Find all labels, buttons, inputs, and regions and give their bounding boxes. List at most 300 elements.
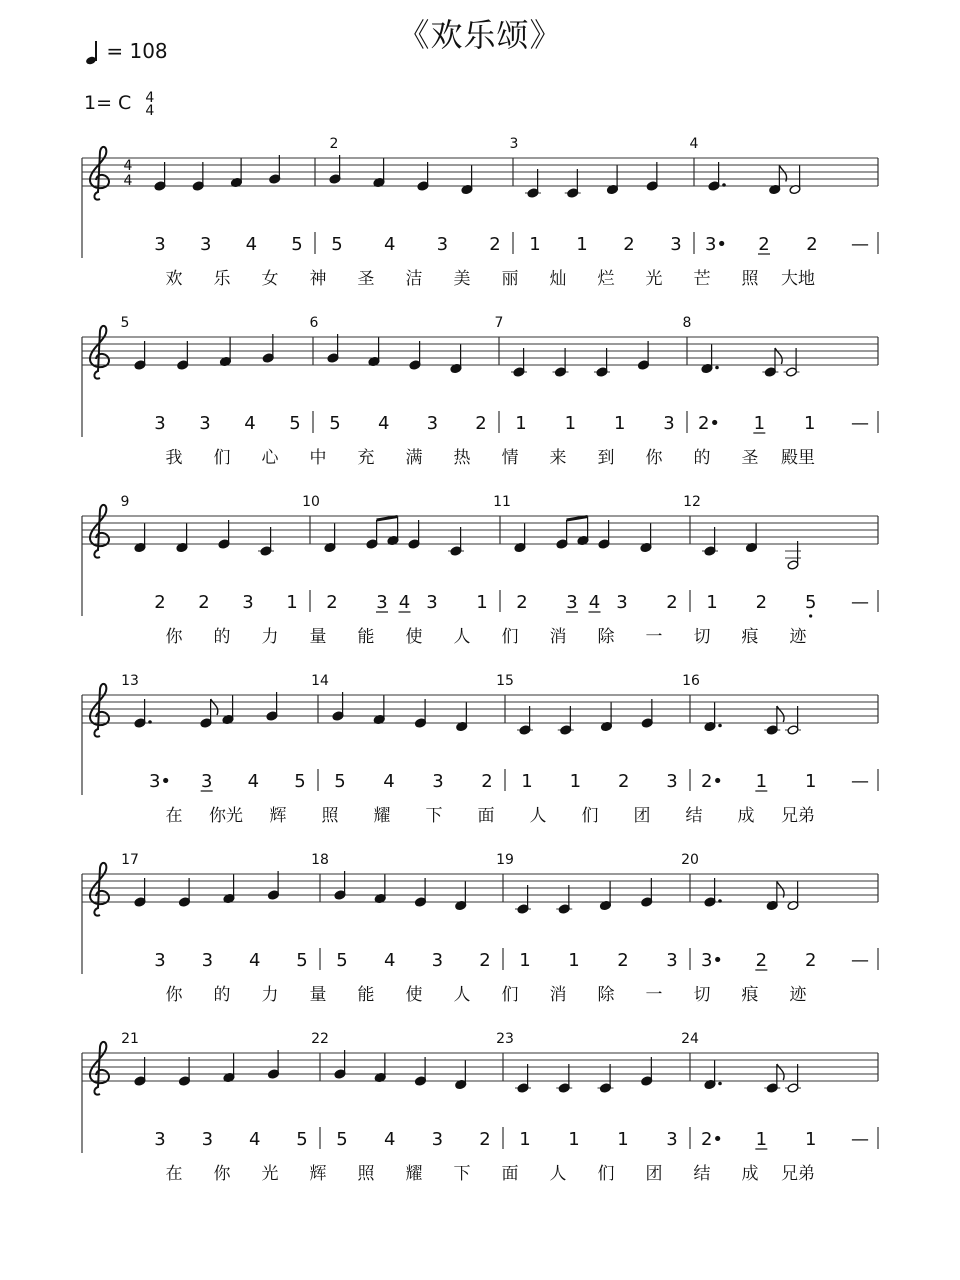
lyric-syllable: 使 [405, 627, 423, 647]
lyric-syllable: 人 [453, 985, 471, 1005]
jianpu-digit: 1 [755, 771, 768, 792]
jianpu-note [291, 234, 302, 255]
lyric-syllable: 团 [645, 1164, 663, 1184]
measure-number: 16 [682, 673, 700, 689]
note [258, 527, 274, 556]
jianpu-note [755, 1129, 767, 1150]
lyric-syllable: 量 [309, 627, 327, 647]
note [455, 882, 467, 911]
jianpu-note [249, 950, 260, 971]
note [192, 162, 204, 191]
lyric-syllable: 殿里 [781, 448, 815, 468]
flag [777, 1064, 784, 1080]
jianpu-digit: 3• [704, 234, 728, 255]
jianpu-note [701, 771, 723, 792]
note [134, 699, 152, 728]
lyric-syllable: 你 [165, 627, 183, 647]
lyric-syllable: 光 [645, 269, 663, 289]
jianpu-note [329, 413, 340, 434]
jianpu-note [334, 771, 345, 792]
jianpu-note [851, 413, 869, 434]
jianpu-note [616, 592, 627, 613]
dot [715, 366, 719, 370]
measure [121, 1031, 308, 1150]
jianpu-digit: 3 [201, 950, 214, 971]
jianpu-note [244, 413, 255, 434]
jianpu-digit: 1 [564, 413, 577, 434]
lyric-syllable: 的 [213, 627, 231, 647]
note [641, 878, 653, 907]
note [374, 875, 386, 904]
lyric-syllable: 充 [357, 448, 375, 468]
jianpu-digit: 1 [706, 592, 718, 613]
jianpu-note [758, 234, 770, 255]
note [594, 348, 610, 377]
note [417, 162, 429, 191]
jianpu-digit: 1 [804, 1129, 817, 1150]
note [704, 1061, 722, 1090]
measure-number: 22 [311, 1031, 329, 1047]
flag [777, 706, 784, 722]
lyric-syllable: 能 [357, 985, 375, 1005]
jianpu-note [521, 771, 532, 792]
jianpu-note [529, 234, 540, 255]
jianpu-note [286, 592, 297, 613]
lyric-syllable: 结 [685, 806, 703, 826]
lyric-syllable: 迹 [789, 627, 807, 647]
measure [683, 315, 869, 434]
dot [148, 720, 152, 724]
jianpu-note [154, 413, 165, 434]
measure [310, 315, 487, 434]
note [268, 871, 280, 900]
jianpu-digit: 1 [804, 771, 817, 792]
jianpu-note [249, 1129, 260, 1150]
note [787, 882, 799, 911]
lyric-syllable: 心 [261, 448, 279, 468]
measure [690, 136, 869, 255]
jianpu-note [851, 950, 869, 971]
lyric-syllable: 除 [597, 627, 615, 647]
jianpu-digit: 3 [200, 771, 213, 792]
note [266, 692, 278, 721]
treble-clef-icon [90, 326, 109, 379]
jianpu-digit: — [851, 592, 869, 613]
lyric-syllable: 兄弟 [781, 806, 815, 826]
lyric-syllable: 灿 [549, 269, 567, 289]
jianpu-note [701, 1129, 723, 1150]
jianpu-note [519, 950, 530, 971]
note [373, 159, 385, 188]
jianpu-note [248, 771, 259, 792]
jianpu-digit: 4 [383, 950, 396, 971]
jianpu-note [701, 950, 723, 971]
treble-clef-icon [90, 505, 109, 558]
jianpu-note [432, 771, 443, 792]
lyric-syllable: 欢 [165, 269, 183, 289]
lyric-syllable: 下 [453, 1164, 471, 1184]
jianpu-digit: 4 [398, 592, 411, 613]
jianpu-note [568, 1129, 579, 1150]
note [456, 703, 468, 732]
jianpu-note [296, 950, 307, 971]
lyric-syllable: 你 [165, 985, 183, 1005]
jianpu-digit: 2 [479, 1129, 491, 1150]
measure [121, 494, 298, 613]
jianpu-note [383, 771, 394, 792]
lyric-syllable: 圣 [357, 269, 375, 289]
note [324, 524, 336, 553]
jianpu-digit: — [851, 234, 869, 255]
note [177, 341, 189, 370]
measure [121, 315, 301, 434]
lyric-syllable: 你 [645, 448, 663, 468]
low-octave-dot [809, 614, 812, 617]
note [511, 348, 527, 377]
jianpu-note [805, 1129, 816, 1150]
measure [154, 155, 303, 255]
note [415, 878, 427, 907]
lyric-syllable: 情 [501, 448, 519, 468]
staff-row [82, 673, 878, 826]
note [408, 520, 420, 549]
jianpu-note [200, 234, 211, 255]
jianpu-digit: 1 [521, 771, 533, 792]
jianpu-note [437, 234, 448, 255]
jianpu-digit: 2 [758, 234, 770, 255]
jianpu-note [851, 771, 869, 792]
note [387, 517, 399, 546]
measure-number: 11 [493, 494, 511, 510]
jianpu-note [851, 1129, 869, 1150]
jianpu-note [566, 592, 578, 613]
note [553, 348, 569, 377]
note [517, 706, 533, 735]
note [708, 162, 726, 191]
jianpu-note [427, 413, 438, 434]
lyric-syllable: 芒 [693, 269, 711, 289]
note [222, 696, 234, 725]
lyric-syllable: 洁 [405, 269, 423, 289]
time-signature-top: 4 [123, 158, 133, 174]
measure-number: 4 [689, 136, 699, 152]
lyric-syllable: 丽 [501, 269, 519, 289]
jianpu-note [289, 413, 300, 434]
note [368, 338, 380, 367]
lyric-syllable: 的 [213, 985, 231, 1005]
jianpu-digit: 5 [331, 234, 343, 255]
jianpu-note [755, 950, 767, 971]
lyric-syllable: 面 [501, 1164, 519, 1184]
jianpu-digit: 3 [431, 950, 444, 971]
jianpu-digit: 3 [199, 413, 211, 434]
jianpu-digit: 2• [700, 1129, 724, 1150]
treble-clef-icon [90, 684, 109, 737]
note [577, 517, 589, 546]
measure-number: 23 [496, 1031, 514, 1047]
note [231, 159, 243, 188]
jianpu-note [202, 950, 213, 971]
measure [121, 673, 306, 792]
lyric-syllable: 在 [165, 1164, 183, 1184]
note [704, 703, 722, 732]
jianpu-digit: 3 [154, 234, 166, 255]
jianpu-digit: — [851, 771, 869, 792]
key-time-bottom: 4 [145, 103, 155, 119]
jianpu-digit: 3 [666, 771, 678, 792]
jianpu-digit: 2 [806, 234, 818, 255]
jianpu-note [519, 1129, 530, 1150]
note [366, 520, 378, 549]
jianpu-note [570, 771, 581, 792]
jianpu-note [201, 771, 213, 792]
jianpu-note [199, 413, 210, 434]
measure-number: 18 [311, 852, 329, 868]
treble-clef-icon [90, 147, 109, 200]
jianpu-note [753, 413, 765, 434]
jianpu-digit: 1 [569, 771, 582, 792]
note [789, 166, 801, 195]
lyric-syllable: 力 [261, 627, 279, 647]
lyric-syllable: 切 [693, 627, 711, 647]
note [515, 885, 531, 914]
measure-number: 12 [683, 494, 701, 510]
flag [775, 348, 782, 364]
jianpu-digit: 5 [291, 234, 303, 255]
note [702, 527, 718, 556]
note [332, 692, 344, 721]
note [134, 524, 146, 553]
note [514, 524, 526, 553]
dot [722, 183, 726, 187]
note [515, 1064, 531, 1093]
jianpu-note [399, 592, 411, 613]
note [646, 162, 658, 191]
jianpu-digit: 2 [755, 592, 768, 613]
note [598, 520, 610, 549]
lyric-syllable: 女 [261, 269, 279, 289]
jianpu-digit: 5 [289, 413, 301, 434]
jianpu-digit: 2 [489, 234, 501, 255]
lyric-syllable: 成 [737, 806, 755, 826]
jianpu-note [432, 950, 443, 971]
lyric-syllable: 能 [357, 627, 375, 647]
lyric-syllable: 一 [645, 985, 663, 1005]
note [415, 699, 427, 728]
jianpu-digit: 4 [383, 1129, 396, 1150]
jianpu-note [481, 771, 492, 792]
jianpu-note [479, 1129, 490, 1150]
jianpu-note [666, 771, 677, 792]
jianpu-digit: 5 [804, 592, 817, 613]
lyric-syllable: 美 [453, 269, 471, 289]
score-title: 《欢乐颂》 [397, 16, 563, 54]
measure-number: 20 [681, 852, 699, 868]
lyric-syllable: 们 [213, 448, 231, 468]
jianpu-digit: 2 [617, 771, 630, 792]
dot [718, 1082, 722, 1086]
jianpu-digit: 4 [244, 413, 256, 434]
jianpu-note [479, 950, 490, 971]
jianpu-digit: 3 [154, 1129, 166, 1150]
note [600, 882, 612, 911]
jianpu-digit: 4 [248, 1129, 261, 1150]
note [134, 1057, 146, 1086]
note [329, 155, 341, 184]
jianpu-digit: 1 [568, 950, 580, 971]
measure-number: 9 [120, 494, 130, 510]
jianpu-note [154, 592, 165, 613]
jianpu-digit: 1 [476, 592, 488, 613]
jianpu-digit: 3 [616, 592, 628, 613]
jianpu-digit: 1 [519, 950, 531, 971]
measure [493, 494, 678, 613]
note [269, 155, 281, 184]
jianpu-note [806, 234, 817, 255]
jianpu-digit: 2 [617, 950, 629, 971]
lyric-syllable: 在 [165, 806, 183, 826]
lyric-syllable: 光 [261, 1164, 279, 1184]
jianpu-digit: 2 [623, 234, 635, 255]
measure-number: 17 [121, 852, 139, 868]
jianpu-digit: 2 [666, 592, 678, 613]
jianpu-note [326, 592, 337, 613]
jianpu-digit: 3 [432, 771, 444, 792]
jianpu-digit: 4 [588, 592, 601, 613]
jianpu-note [805, 771, 816, 792]
measure-number: 5 [120, 315, 130, 331]
note [556, 885, 572, 914]
jianpu-digit: 1 [803, 413, 816, 434]
measure [329, 136, 501, 255]
jianpu-note [384, 1129, 395, 1150]
jianpu-note [376, 592, 388, 613]
jianpu-note [378, 413, 389, 434]
measure-number: 21 [121, 1031, 139, 1047]
jianpu-note [296, 1129, 307, 1150]
lyric-syllable: 团 [633, 806, 651, 826]
jianpu-digit: 4 [245, 234, 258, 255]
note [641, 699, 653, 728]
lyric-syllable: 人 [549, 1164, 567, 1184]
dot [718, 724, 722, 728]
jianpu-digit: 2 [804, 950, 817, 971]
measure-number: 6 [309, 315, 319, 331]
jianpu-digit: 3 [376, 592, 388, 613]
measure-number: 3 [509, 136, 519, 152]
jianpu-digit: 5 [296, 950, 308, 971]
measure-number: 10 [302, 494, 320, 510]
lyric-syllable: 照 [741, 269, 759, 289]
measure [682, 673, 869, 792]
treble-clef-icon [90, 863, 109, 916]
jianpu-digit: 2• [700, 771, 724, 792]
jianpu-digit: 2 [516, 592, 528, 613]
jianpu-note [198, 592, 209, 613]
jianpu-digit: 2 [479, 950, 491, 971]
jianpu-note [805, 592, 816, 618]
note [640, 524, 652, 553]
jianpu-digit: 3 [663, 413, 675, 434]
note [374, 1054, 386, 1083]
jianpu-digit: 3 [426, 592, 438, 613]
lyric-syllable: 我 [165, 448, 183, 468]
lyric-syllable: 烂 [597, 269, 615, 289]
note [334, 1050, 346, 1079]
staff-row [82, 315, 878, 468]
measure-number: 13 [121, 673, 139, 689]
jianpu-note [576, 234, 587, 255]
note [268, 1050, 280, 1079]
jianpu-note [246, 234, 257, 255]
lyric-syllable: 耀 [373, 806, 391, 826]
note [450, 345, 462, 374]
jianpu-note [851, 234, 869, 255]
note [704, 878, 722, 907]
lyric-syllable: 一 [645, 627, 663, 647]
jianpu-digit: 5 [296, 1129, 308, 1150]
lyric-syllable: 你 [213, 1164, 231, 1184]
jianpu-note [805, 950, 816, 971]
staff-row [82, 1031, 878, 1184]
jianpu-digit: 2 [326, 592, 338, 613]
jianpu-note [432, 1129, 443, 1150]
note [769, 166, 787, 195]
lyric-syllable: 中 [309, 448, 327, 468]
jianpu-digit: 1 [755, 1129, 768, 1150]
jianpu-digit: 5 [334, 771, 346, 792]
lyric-syllable: 辉 [309, 1164, 327, 1184]
note [134, 341, 146, 370]
jianpu-digit: 2 [198, 592, 210, 613]
key-time-top: 4 [145, 90, 155, 106]
lyric-syllable: 耀 [405, 1164, 423, 1184]
jianpu-note [755, 771, 767, 792]
jianpu-digit: 1 [617, 1129, 629, 1150]
measure [302, 494, 488, 613]
note [154, 162, 166, 191]
dot [718, 899, 722, 903]
jianpu-note [426, 592, 437, 613]
beam [567, 517, 588, 521]
jianpu-digit: 3 [199, 234, 212, 255]
measure-number: 19 [496, 852, 514, 868]
note [746, 524, 758, 553]
jianpu-note [384, 950, 395, 971]
measure-number: 2 [329, 136, 339, 152]
lyric-syllable: 满 [405, 448, 423, 468]
jianpu-note [154, 1129, 165, 1150]
lyric-syllable: 热 [453, 448, 471, 468]
note [179, 1057, 191, 1086]
note [641, 1057, 653, 1086]
jianpu-digit: 1 [753, 413, 766, 434]
measure [121, 852, 308, 971]
note [373, 696, 385, 725]
jianpu-digit: 3• [700, 950, 724, 971]
lyric-syllable: 人 [529, 806, 547, 826]
lyric-syllable: 你光 [209, 806, 243, 826]
jianpu-digit: 2• [697, 413, 721, 434]
note [525, 169, 541, 198]
jianpu-note [663, 413, 674, 434]
jianpu-digit: 1 [519, 1129, 531, 1150]
jianpu-note [618, 771, 629, 792]
note [764, 1064, 784, 1093]
jianpu-digit: 2 [755, 950, 768, 971]
jianpu-note [515, 413, 526, 434]
jianpu-note [666, 592, 677, 613]
